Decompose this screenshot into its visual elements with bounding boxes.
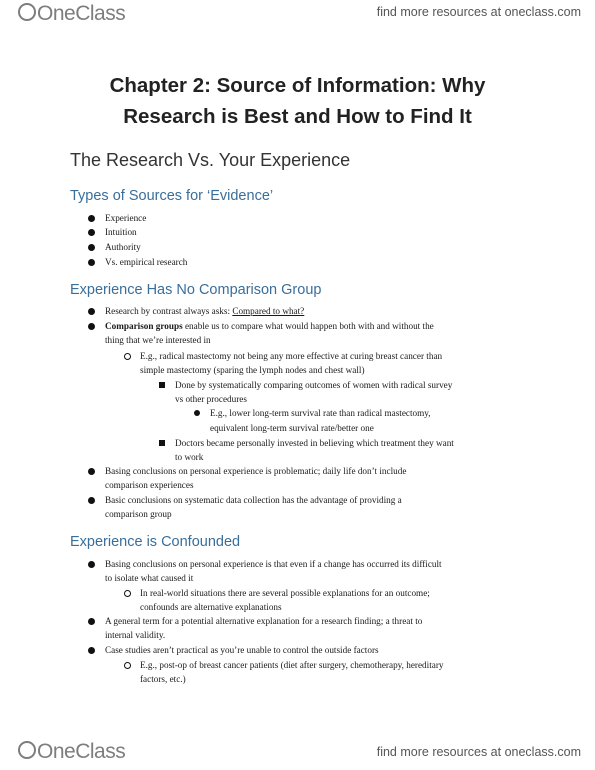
list-item: E.g., post-op of breast cancer patients (diet after surgery, chemotherapy, hereditary <box>140 658 444 673</box>
chapter-title <box>40 70 555 132</box>
list-item-continuation: thing that we’re interested in <box>105 335 211 345</box>
list-item: Vs. empirical research <box>105 255 187 270</box>
top-bar <box>0 0 595 28</box>
list-item: Case studies aren’t practical as you’re unable to control the outside factors <box>105 643 379 658</box>
list-item: Basing conclusions on personal experience is problematic; daily life don’t include <box>105 464 406 479</box>
list-item: E.g., lower long-term survival rate than radical mastectomy, <box>210 406 431 421</box>
list-item: Basing conclusions on personal experience is that even if a change has occurred its difficult <box>105 557 442 572</box>
list-item: Done by systematically comparing outcomes of women with radical survey <box>175 378 452 393</box>
list-item <box>105 304 304 319</box>
heading-research-vs-experience: The Research Vs. Your Experience <box>70 150 351 170</box>
list-item: Intuition <box>105 225 137 240</box>
footer-resources-link[interactable]: find more resources at oneclass.com <box>376 745 581 759</box>
list-item-continuation: simple mastectomy (sparing the lymph nodes and chest wall) <box>140 365 365 375</box>
list-item: Doctors became personally invested in believing which treatment they want <box>175 436 454 451</box>
logo-circle-icon <box>18 3 36 21</box>
list-item-continuation: internal validity. <box>105 630 166 640</box>
comparison-groups-term: Comparison groups <box>105 321 183 331</box>
list-item-continuation: comparison experiences <box>105 480 194 490</box>
footer-bar <box>0 740 595 770</box>
list-item-continuation: equivalent long-term survival rate/better one <box>210 423 374 433</box>
list-item-text: Research by contrast always asks: <box>105 306 233 316</box>
resources-link[interactable]: find more resources at oneclass.com <box>376 5 581 19</box>
list-item: E.g., radical mastectomy not being any more effective at curing breast cancer than <box>140 349 442 364</box>
oneclass-logo[interactable] <box>18 2 125 26</box>
list-item: A general term for a potential alternative explanation for a research finding; a threat to <box>105 614 422 629</box>
title-line-1: Chapter 2: Source of Information: Why <box>109 74 486 97</box>
list-item-continuation: factors, etc.) <box>140 674 186 684</box>
list-item <box>105 319 434 334</box>
list-item-text: enable us to compare what would happen both with and without the <box>182 321 434 331</box>
list-item: Authority <box>105 240 141 255</box>
list-item-continuation: confounds are alternative explanations <box>140 602 282 612</box>
oneclass-footer-logo[interactable] <box>18 740 125 764</box>
list-item: Experience <box>105 211 146 226</box>
logo-text: OneClass <box>37 2 126 25</box>
compared-to-what-text: Compared to what? <box>232 306 305 316</box>
list-item-continuation: to isolate what caused it <box>105 573 194 583</box>
logo-text: OneClass <box>37 740 126 763</box>
list-item: In real-world situations there are several possible explanations for an outcome; <box>140 586 430 601</box>
heading-experience-confounded: Experience is Confounded <box>70 534 241 550</box>
list-item-continuation: to work <box>175 452 204 462</box>
title-line-2: Research is Best and How to Find It <box>123 105 472 128</box>
logo-circle-icon <box>18 741 36 759</box>
list-item: Basic conclusions on systematic data collection has the advantage of providing a <box>105 493 402 508</box>
list-item-continuation: comparison group <box>105 509 172 519</box>
heading-no-comparison-group: Experience Has No Comparison Group <box>70 282 322 298</box>
list-item-continuation: vs other procedures <box>175 394 247 404</box>
heading-types-of-sources: Types of Sources for ‘Evidence’ <box>70 188 274 204</box>
